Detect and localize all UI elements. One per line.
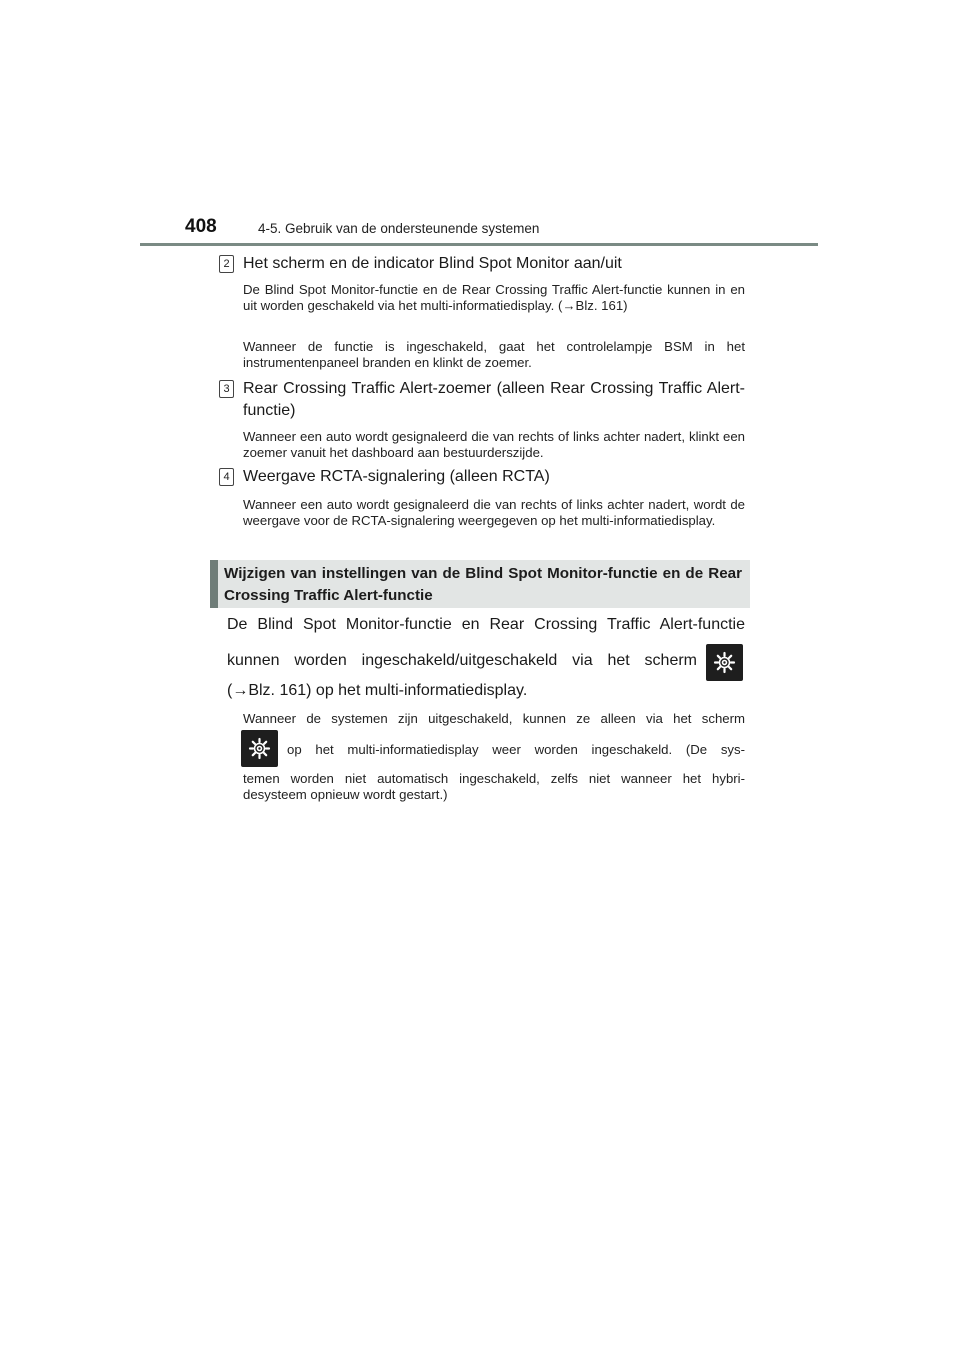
main-text-line: kunnen worden ingeschakeld/uitgeschakeld via het scherm bbox=[227, 652, 697, 669]
banner-title: Wijzigen van instellingen van de Blind Spot Monitor-functie en de Rear Crossing Traffic Alert-functie bbox=[224, 565, 742, 604]
list-item bbox=[219, 466, 745, 488]
item-number-badge: 4 bbox=[219, 468, 234, 486]
note-text-line: desysteem opnieuw wordt gestart.) bbox=[243, 787, 448, 802]
main-text-line: De Blind Spot Monitor-functie en Rear Crossing Traffic Alert-functie bbox=[227, 616, 745, 633]
list-item bbox=[219, 253, 745, 275]
note-text-line: op het multi-informatiedisplay weer worden ingeschakeld. (De sys- bbox=[287, 742, 745, 757]
page-number: 408 bbox=[185, 216, 217, 237]
item-paragraph: De Blind Spot Monitor-functie en de Rear Crossing Traffic Alert-functie kunnen in en uit worden geschakeld via het multi-informatiedisplay. (→Blz. 161) bbox=[243, 282, 745, 313]
list-item bbox=[219, 378, 745, 422]
item-paragraph: Wanneer de functie is ingeschakeld, gaat het controlelampje BSM in het instrumentenpaneel branden en klinkt de zoemer. bbox=[243, 339, 745, 370]
header-divider bbox=[140, 243, 818, 246]
item-title: Het scherm en de indicator Blind Spot Monitor aan/uit bbox=[243, 255, 622, 272]
banner-accent-bar bbox=[210, 560, 218, 608]
gear-icon bbox=[706, 644, 743, 681]
gear-icon bbox=[241, 730, 278, 767]
item-paragraph: Wanneer een auto wordt gesignaleerd die van rechts of links achter nadert, klinkt een zoemer vanuit het dashboard aan bestuurderszijde. bbox=[243, 429, 745, 460]
main-text-line: (→Blz. 161) op het multi-informatiedisplay. bbox=[227, 682, 528, 699]
item-title: Weergave RCTA-signalering (alleen RCTA) bbox=[243, 468, 550, 485]
item-paragraph: Wanneer een auto wordt gesignaleerd die van rechts of links achter nadert, wordt de weergave voor de RCTA-signalering weergegeven op het multi-informatiedisplay. bbox=[243, 497, 745, 528]
item-title: Rear Crossing Traffic Alert-zoemer (alleen Rear Crossing Traffic Alert-functie) bbox=[243, 380, 745, 419]
note-text-line: temen worden niet automatisch ingeschakeld, zelfs niet wanneer het hybri- bbox=[243, 771, 745, 786]
section-banner bbox=[210, 560, 750, 608]
note-text-line: Wanneer de systemen zijn uitgeschakeld, kunnen ze alleen via het scherm bbox=[243, 711, 745, 726]
item-number-badge: 3 bbox=[219, 380, 234, 398]
item-number-badge: 2 bbox=[219, 255, 234, 273]
section-title: 4-5. Gebruik van de ondersteunende systemen bbox=[258, 221, 540, 236]
